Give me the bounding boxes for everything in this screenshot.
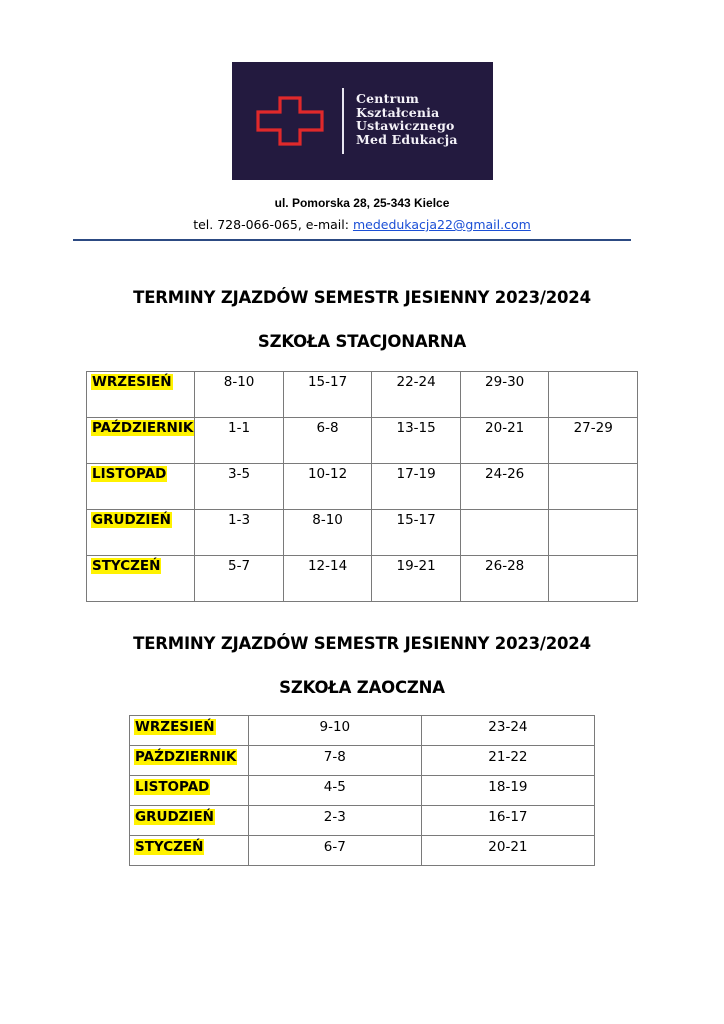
- logo-wordmark: [356, 92, 486, 146]
- month-cell: [130, 776, 249, 806]
- table-row: [130, 776, 595, 806]
- date-cell: [549, 464, 638, 510]
- email-link[interactable]: mededukacja22@gmail.com: [352, 217, 531, 232]
- date-cell: 10-12: [283, 464, 372, 510]
- stacjonarna-table: [86, 371, 638, 602]
- month-cell: [87, 418, 195, 464]
- date-cell: 29-30: [460, 372, 549, 418]
- date-cell: 1-3: [195, 510, 284, 556]
- date-cell: [460, 510, 549, 556]
- date-cell: 20-21: [460, 418, 549, 464]
- date-cell: 2-3: [248, 806, 421, 836]
- date-cell: 24-26: [460, 464, 549, 510]
- logo: [232, 62, 493, 180]
- logo-line-4: Med Edukacja: [356, 131, 458, 147]
- section2-subtitle: SZKOŁA ZAOCZNA: [279, 678, 445, 697]
- date-cell: 8-10: [195, 372, 284, 418]
- section1-subtitle: SZKOŁA STACJONARNA: [257, 332, 467, 351]
- month-cell: [130, 806, 249, 836]
- logo-line-2: Kształcenia: [356, 104, 440, 120]
- date-cell: 16-17: [421, 806, 594, 836]
- date-cell: 12-14: [283, 556, 372, 602]
- date-cell: 4-5: [248, 776, 421, 806]
- medical-cross-icon: [256, 96, 324, 146]
- date-cell: 15-17: [283, 372, 372, 418]
- table-row: [87, 418, 638, 464]
- date-cell: 27-29: [549, 418, 638, 464]
- date-cell: 17-19: [372, 464, 461, 510]
- date-cell: 19-21: [372, 556, 461, 602]
- date-cell: 22-24: [372, 372, 461, 418]
- date-cell: 20-21: [421, 836, 594, 866]
- month-cell: [130, 716, 249, 746]
- table-row: [87, 556, 638, 602]
- date-cell: 8-10: [283, 510, 372, 556]
- date-cell: 21-22: [421, 746, 594, 776]
- date-cell: [549, 372, 638, 418]
- date-cell: [549, 556, 638, 602]
- month-cell: [87, 510, 195, 556]
- month-label: PAŹDZIERNIK: [135, 749, 237, 765]
- month-cell: [130, 746, 249, 776]
- logo-divider: [342, 88, 344, 154]
- date-cell: 3-5: [195, 464, 284, 510]
- address: ul. Pomorska 28, 25-343 Kielce: [274, 196, 450, 210]
- table-row: [87, 464, 638, 510]
- date-cell: 7-8: [248, 746, 421, 776]
- month-label: LISTOPAD: [92, 466, 167, 482]
- table-row: [87, 372, 638, 418]
- table-row: [130, 716, 595, 746]
- table-row: [87, 510, 638, 556]
- month-label: PAŹDZIERNIK: [92, 420, 194, 436]
- table-row: [130, 836, 595, 866]
- section2-title: TERMINY ZJAZDÓW SEMESTR JESIENNY 2023/2024: [133, 634, 591, 653]
- month-cell: [87, 464, 195, 510]
- date-cell: 6-7: [248, 836, 421, 866]
- date-cell: 5-7: [195, 556, 284, 602]
- month-label: WRZESIEŃ: [92, 374, 172, 390]
- contact-line: [0, 217, 724, 232]
- month-cell: [130, 836, 249, 866]
- date-cell: 15-17: [372, 510, 461, 556]
- date-cell: 9-10: [248, 716, 421, 746]
- month-label: LISTOPAD: [135, 779, 210, 795]
- date-cell: 18-19: [421, 776, 594, 806]
- month-label: STYCZEŃ: [135, 839, 204, 855]
- logo-line-3: Ustawicznego: [356, 118, 455, 133]
- month-label: GRUDZIEŃ: [92, 512, 171, 528]
- month-label: GRUDZIEŃ: [135, 809, 214, 825]
- month-label: WRZESIEŃ: [135, 719, 215, 735]
- section1-title: TERMINY ZJAZDÓW SEMESTR JESIENNY 2023/2024: [133, 288, 591, 307]
- header-rule: [73, 239, 631, 241]
- month-label: STYCZEŃ: [92, 558, 161, 574]
- logo-line-1: Centrum: [356, 91, 420, 106]
- phone-text: tel. 728-066-065, e-mail:: [193, 217, 353, 232]
- date-cell: [549, 510, 638, 556]
- date-cell: 1-1: [195, 418, 284, 464]
- date-cell: 23-24: [421, 716, 594, 746]
- date-cell: 13-15: [372, 418, 461, 464]
- date-cell: 6-8: [283, 418, 372, 464]
- table-row: [130, 806, 595, 836]
- table-row: [130, 746, 595, 776]
- month-cell: [87, 372, 195, 418]
- date-cell: 26-28: [460, 556, 549, 602]
- zaoczna-table: [129, 715, 595, 866]
- month-cell: [87, 556, 195, 602]
